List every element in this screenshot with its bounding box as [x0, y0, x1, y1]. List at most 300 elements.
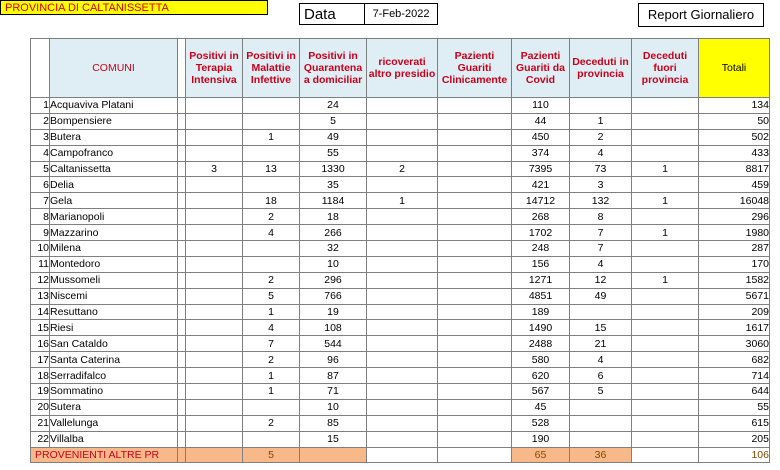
date-value[interactable]: 7-Feb-2022 — [364, 3, 438, 25]
ricoverati-cell[interactable] — [367, 368, 438, 384]
terapia-cell[interactable] — [186, 272, 243, 288]
deceduti-in-cell[interactable]: 2 — [570, 129, 632, 145]
malattie-cell[interactable] — [243, 399, 300, 415]
deceduti-fuori-cell[interactable] — [632, 431, 699, 447]
row-index-cell[interactable]: 11 — [31, 256, 50, 272]
clinicamente-cell[interactable] — [438, 431, 512, 447]
row-index-cell[interactable]: 19 — [31, 384, 50, 400]
clinicamente-cell[interactable] — [438, 225, 512, 241]
guariti-cell[interactable]: 450 — [512, 129, 570, 145]
comune-name-cell[interactable]: Riesi — [50, 320, 178, 336]
deceduti-fuori-cell[interactable] — [632, 256, 699, 272]
malattie-cell[interactable] — [243, 113, 300, 129]
table-row[interactable] — [31, 256, 770, 272]
terapia-cell[interactable] — [186, 415, 243, 431]
malattie-cell[interactable] — [243, 431, 300, 447]
spacer-cell — [178, 225, 186, 241]
clinicamente-cell[interactable] — [438, 288, 512, 304]
totali-cell[interactable]: 209 — [699, 304, 770, 320]
footer-label[interactable]: PROVENIENTI ALTRE PR — [31, 447, 178, 463]
terapia-cell[interactable] — [186, 352, 243, 368]
clinicamente-cell[interactable] — [438, 304, 512, 320]
clinicamente-cell[interactable] — [438, 177, 512, 193]
ricoverati-cell[interactable] — [367, 225, 438, 241]
malattie-cell[interactable]: 2 — [243, 415, 300, 431]
quarantena-cell[interactable]: 1330 — [300, 161, 367, 177]
guariti-cell[interactable]: 528 — [512, 415, 570, 431]
spacer-cell — [178, 193, 186, 209]
guariti-cell[interactable]: 190 — [512, 431, 570, 447]
comune-name-cell[interactable]: Montedoro — [50, 256, 178, 272]
terapia-cell[interactable] — [186, 177, 243, 193]
comune-name-cell[interactable]: Butera — [50, 129, 178, 145]
spacer-cell — [178, 256, 186, 272]
quarantena-cell[interactable]: 10 — [300, 399, 367, 415]
clinicamente-cell[interactable] — [438, 145, 512, 161]
terapia-cell[interactable] — [186, 431, 243, 447]
clinicamente-cell[interactable] — [438, 272, 512, 288]
table-row[interactable] — [31, 161, 770, 177]
row-index-cell[interactable]: 6 — [31, 177, 50, 193]
date-label: Data — [299, 3, 365, 25]
row-index-cell[interactable]: 8 — [31, 209, 50, 225]
table-row[interactable] — [31, 129, 770, 145]
deceduti-fuori-cell[interactable] — [632, 177, 699, 193]
quarantena-cell[interactable]: 24 — [300, 98, 367, 114]
comune-name-cell[interactable]: Gela — [50, 193, 178, 209]
spacer-cell — [178, 177, 186, 193]
comune-name-cell[interactable]: Vallelunga — [50, 415, 178, 431]
deceduti-fuori-cell[interactable] — [632, 320, 699, 336]
clinicamente-cell[interactable] — [438, 161, 512, 177]
terapia-cell[interactable] — [186, 193, 243, 209]
ricoverati-cell[interactable]: 1 — [367, 193, 438, 209]
table-row[interactable] — [31, 98, 770, 114]
comune-name-cell[interactable]: Delia — [50, 177, 178, 193]
ricoverati-cell[interactable] — [367, 145, 438, 161]
malattie-cell[interactable]: 4 — [243, 320, 300, 336]
table-row[interactable] — [31, 113, 770, 129]
deceduti-fuori-cell[interactable] — [632, 288, 699, 304]
terapia-cell[interactable] — [186, 336, 243, 352]
row-index-cell[interactable]: 9 — [31, 225, 50, 241]
ricoverati-cell[interactable] — [367, 320, 438, 336]
deceduti-in-cell[interactable]: 8 — [570, 209, 632, 225]
guariti-cell[interactable]: 1702 — [512, 225, 570, 241]
deceduti-in-cell[interactable] — [570, 431, 632, 447]
comune-name-cell[interactable]: Marianopoli — [50, 209, 178, 225]
spacer-cell — [178, 113, 186, 129]
guariti-cell[interactable]: 421 — [512, 177, 570, 193]
clinicamente-cell[interactable] — [438, 98, 512, 114]
terapia-cell[interactable] — [186, 209, 243, 225]
totali-cell[interactable]: 644 — [699, 384, 770, 400]
row-index-cell[interactable]: 15 — [31, 320, 50, 336]
comune-name-cell[interactable]: Mussomeli — [50, 272, 178, 288]
malattie-cell[interactable]: 1 — [243, 304, 300, 320]
quarantena-cell[interactable]: 19 — [300, 304, 367, 320]
deceduti-in-cell[interactable] — [570, 399, 632, 415]
totali-cell[interactable]: 50 — [699, 113, 770, 129]
quarantena-cell[interactable]: 296 — [300, 272, 367, 288]
malattie-cell[interactable]: 1 — [243, 384, 300, 400]
deceduti-fuori-cell[interactable] — [632, 384, 699, 400]
ricoverati-cell[interactable]: 2 — [367, 161, 438, 177]
malattie-cell[interactable] — [243, 177, 300, 193]
footer-row[interactable] — [31, 447, 770, 463]
ricoverati-cell[interactable] — [367, 415, 438, 431]
deceduti-in-cell[interactable]: 4 — [570, 145, 632, 161]
clinicamente-cell[interactable] — [438, 336, 512, 352]
ricoverati-cell[interactable] — [367, 288, 438, 304]
footer-terapia[interactable] — [186, 447, 243, 463]
table-row[interactable] — [31, 272, 770, 288]
totali-cell[interactable]: 296 — [699, 209, 770, 225]
malattie-cell[interactable]: 2 — [243, 209, 300, 225]
clinicamente-cell[interactable] — [438, 241, 512, 257]
clinicamente-cell[interactable] — [438, 193, 512, 209]
footer-deceduti-in[interactable]: 36 — [570, 447, 632, 463]
terapia-cell[interactable] — [186, 145, 243, 161]
row-index-cell[interactable]: 16 — [31, 336, 50, 352]
guariti-cell[interactable]: 4851 — [512, 288, 570, 304]
header-comuni: COMUNI — [50, 39, 178, 98]
ricoverati-cell[interactable] — [367, 209, 438, 225]
totali-cell[interactable]: 433 — [699, 145, 770, 161]
header-totali: Totali — [699, 39, 770, 98]
quarantena-cell[interactable]: 108 — [300, 320, 367, 336]
table-row[interactable] — [31, 368, 770, 384]
quarantena-cell[interactable]: 10 — [300, 256, 367, 272]
totali-cell[interactable]: 3060 — [699, 336, 770, 352]
guariti-cell[interactable]: 248 — [512, 241, 570, 257]
ricoverati-cell[interactable] — [367, 113, 438, 129]
deceduti-fuori-cell[interactable] — [632, 98, 699, 114]
guariti-cell[interactable]: 268 — [512, 209, 570, 225]
row-index-cell[interactable]: 14 — [31, 304, 50, 320]
ricoverati-cell[interactable] — [367, 431, 438, 447]
malattie-cell[interactable]: 1 — [243, 368, 300, 384]
deceduti-in-cell[interactable]: 6 — [570, 368, 632, 384]
malattie-cell[interactable] — [243, 98, 300, 114]
clinicamente-cell[interactable] — [438, 320, 512, 336]
comune-name-cell[interactable]: San Cataldo — [50, 336, 178, 352]
clinicamente-cell[interactable] — [438, 384, 512, 400]
deceduti-fuori-cell[interactable] — [632, 352, 699, 368]
malattie-cell[interactable]: 4 — [243, 225, 300, 241]
footer-malattie[interactable]: 5 — [243, 447, 300, 463]
comune-name-cell[interactable]: Mazzarino — [50, 225, 178, 241]
footer-guariti[interactable]: 65 — [512, 447, 570, 463]
header-deceduti-fuori: Deceduti fuori provincia — [632, 39, 699, 98]
spacer-cell — [178, 272, 186, 288]
comune-name-cell[interactable]: Serradifalco — [50, 368, 178, 384]
deceduti-in-cell[interactable]: 4 — [570, 256, 632, 272]
malattie-cell[interactable]: 5 — [243, 288, 300, 304]
terapia-cell[interactable] — [186, 241, 243, 257]
terapia-cell[interactable] — [186, 368, 243, 384]
spacer-cell — [178, 241, 186, 257]
comune-name-cell[interactable]: Campofranco — [50, 145, 178, 161]
malattie-cell[interactable]: 2 — [243, 272, 300, 288]
terapia-cell[interactable] — [186, 256, 243, 272]
quarantena-cell[interactable]: 49 — [300, 129, 367, 145]
table-row[interactable] — [31, 431, 770, 447]
guariti-cell[interactable]: 1490 — [512, 320, 570, 336]
row-index-cell[interactable]: 18 — [31, 368, 50, 384]
quarantena-cell[interactable]: 55 — [300, 145, 367, 161]
spacer-cell — [178, 129, 186, 145]
deceduti-in-cell[interactable] — [570, 415, 632, 431]
guariti-cell[interactable]: 110 — [512, 98, 570, 114]
ricoverati-cell[interactable] — [367, 98, 438, 114]
table-row[interactable] — [31, 193, 770, 209]
table-row[interactable] — [31, 320, 770, 336]
malattie-cell[interactable]: 1 — [243, 129, 300, 145]
comune-name-cell[interactable]: Niscemi — [50, 288, 178, 304]
malattie-cell[interactable] — [243, 145, 300, 161]
guariti-cell[interactable]: 374 — [512, 145, 570, 161]
deceduti-fuori-cell[interactable] — [632, 145, 699, 161]
quarantena-cell[interactable]: 1184 — [300, 193, 367, 209]
footer-quarantena[interactable] — [300, 447, 367, 463]
totali-cell[interactable]: 55 — [699, 399, 770, 415]
row-index-cell[interactable]: 1 — [31, 98, 50, 114]
malattie-cell[interactable]: 13 — [243, 161, 300, 177]
terapia-cell[interactable] — [186, 320, 243, 336]
row-index-cell[interactable]: 7 — [31, 193, 50, 209]
deceduti-fuori-cell[interactable]: 1 — [632, 225, 699, 241]
guariti-cell[interactable]: 44 — [512, 113, 570, 129]
ricoverati-cell[interactable] — [367, 336, 438, 352]
ricoverati-cell[interactable] — [367, 384, 438, 400]
deceduti-in-cell[interactable]: 5 — [570, 384, 632, 400]
quarantena-cell[interactable]: 96 — [300, 352, 367, 368]
table-row[interactable] — [31, 225, 770, 241]
spacer-cell — [178, 415, 186, 431]
deceduti-in-cell[interactable]: 4 — [570, 352, 632, 368]
province-title: PROVINCIA DI CALTANISSETTA — [0, 0, 268, 15]
totali-cell[interactable]: 615 — [699, 415, 770, 431]
row-index-cell[interactable]: 5 — [31, 161, 50, 177]
guariti-cell[interactable]: 156 — [512, 256, 570, 272]
terapia-cell[interactable] — [186, 384, 243, 400]
row-index-cell[interactable]: 20 — [31, 399, 50, 415]
terapia-cell[interactable] — [186, 399, 243, 415]
totali-cell[interactable]: 1582 — [699, 272, 770, 288]
ricoverati-cell[interactable] — [367, 256, 438, 272]
ricoverati-cell[interactable] — [367, 304, 438, 320]
deceduti-fuori-cell[interactable] — [632, 368, 699, 384]
table-row[interactable] — [31, 399, 770, 415]
deceduti-fuori-cell[interactable]: 1 — [632, 272, 699, 288]
guariti-cell[interactable]: 567 — [512, 384, 570, 400]
covid-report-table — [30, 38, 770, 463]
totali-cell[interactable]: 1980 — [699, 225, 770, 241]
deceduti-fuori-cell[interactable] — [632, 415, 699, 431]
deceduti-fuori-cell[interactable] — [632, 113, 699, 129]
totali-cell[interactable]: 682 — [699, 352, 770, 368]
deceduti-fuori-cell[interactable]: 1 — [632, 193, 699, 209]
guariti-cell[interactable]: 14712 — [512, 193, 570, 209]
totali-cell[interactable]: 714 — [699, 368, 770, 384]
deceduti-fuori-cell[interactable] — [632, 209, 699, 225]
quarantena-cell[interactable]: 35 — [300, 177, 367, 193]
footer-totali[interactable]: 106 — [699, 447, 770, 463]
quarantena-cell[interactable]: 5 — [300, 113, 367, 129]
ricoverati-cell[interactable] — [367, 241, 438, 257]
terapia-cell[interactable] — [186, 129, 243, 145]
deceduti-in-cell[interactable]: 1 — [570, 113, 632, 129]
totali-cell[interactable]: 16048 — [699, 193, 770, 209]
deceduti-in-cell[interactable]: 3 — [570, 177, 632, 193]
ricoverati-cell[interactable] — [367, 352, 438, 368]
clinicamente-cell[interactable] — [438, 415, 512, 431]
terapia-cell[interactable] — [186, 98, 243, 114]
deceduti-in-cell[interactable] — [570, 304, 632, 320]
clinicamente-cell[interactable] — [438, 113, 512, 129]
ricoverati-cell[interactable] — [367, 399, 438, 415]
deceduti-fuori-cell[interactable]: 1 — [632, 161, 699, 177]
spacer-cell — [178, 145, 186, 161]
clinicamente-cell[interactable] — [438, 352, 512, 368]
guariti-cell[interactable]: 7395 — [512, 161, 570, 177]
deceduti-in-cell[interactable]: 73 — [570, 161, 632, 177]
totali-cell[interactable]: 170 — [699, 256, 770, 272]
guariti-cell[interactable]: 1271 — [512, 272, 570, 288]
row-index-cell[interactable]: 13 — [31, 288, 50, 304]
table-row[interactable] — [31, 145, 770, 161]
terapia-cell[interactable] — [186, 225, 243, 241]
footer-clinicamente[interactable] — [438, 447, 512, 463]
table-row[interactable] — [31, 352, 770, 368]
deceduti-in-cell[interactable]: 21 — [570, 336, 632, 352]
header-index-cell — [31, 39, 50, 98]
spacer-cell — [178, 304, 186, 320]
deceduti-fuori-cell[interactable] — [632, 304, 699, 320]
terapia-cell[interactable] — [186, 304, 243, 320]
comune-name-cell[interactable]: Sommatino — [50, 384, 178, 400]
totali-cell[interactable]: 502 — [699, 129, 770, 145]
comune-name-cell[interactable]: Santa Caterina — [50, 352, 178, 368]
terapia-cell[interactable]: 3 — [186, 161, 243, 177]
spacer-cell — [178, 320, 186, 336]
table-row[interactable] — [31, 177, 770, 193]
row-index-cell[interactable]: 21 — [31, 415, 50, 431]
table-row[interactable] — [31, 288, 770, 304]
quarantena-cell[interactable]: 71 — [300, 384, 367, 400]
quarantena-cell[interactable]: 85 — [300, 415, 367, 431]
ricoverati-cell[interactable] — [367, 272, 438, 288]
deceduti-in-cell[interactable]: 12 — [570, 272, 632, 288]
quarantena-cell[interactable]: 15 — [300, 431, 367, 447]
malattie-cell[interactable]: 18 — [243, 193, 300, 209]
clinicamente-cell[interactable] — [438, 129, 512, 145]
malattie-cell[interactable] — [243, 241, 300, 257]
totali-cell[interactable]: 8817 — [699, 161, 770, 177]
totali-cell[interactable]: 205 — [699, 431, 770, 447]
row-index-cell[interactable]: 3 — [31, 129, 50, 145]
row-index-cell[interactable]: 2 — [31, 113, 50, 129]
spacer-cell — [178, 336, 186, 352]
table-row[interactable] — [31, 384, 770, 400]
malattie-cell[interactable]: 7 — [243, 336, 300, 352]
quarantena-cell[interactable]: 544 — [300, 336, 367, 352]
row-index-cell[interactable]: 10 — [31, 241, 50, 257]
row-index-cell[interactable]: 12 — [31, 272, 50, 288]
totali-cell[interactable]: 134 — [699, 98, 770, 114]
clinicamente-cell[interactable] — [438, 399, 512, 415]
deceduti-in-cell[interactable]: 15 — [570, 320, 632, 336]
deceduti-fuori-cell[interactable] — [632, 129, 699, 145]
clinicamente-cell[interactable] — [438, 209, 512, 225]
totali-cell[interactable]: 287 — [699, 241, 770, 257]
deceduti-in-cell[interactable]: 49 — [570, 288, 632, 304]
ricoverati-cell[interactable] — [367, 177, 438, 193]
table-row[interactable] — [31, 336, 770, 352]
table-row[interactable] — [31, 304, 770, 320]
comune-name-cell[interactable]: Villalba — [50, 431, 178, 447]
guariti-cell[interactable]: 580 — [512, 352, 570, 368]
guariti-cell[interactable]: 2488 — [512, 336, 570, 352]
comune-name-cell[interactable]: Caltanissetta — [50, 161, 178, 177]
quarantena-cell[interactable]: 18 — [300, 209, 367, 225]
quarantena-cell[interactable]: 266 — [300, 225, 367, 241]
deceduti-in-cell[interactable]: 7 — [570, 225, 632, 241]
clinicamente-cell[interactable] — [438, 368, 512, 384]
quarantena-cell[interactable]: 766 — [300, 288, 367, 304]
table-row[interactable] — [31, 209, 770, 225]
report-title: Report Giornaliero — [638, 3, 764, 27]
comune-name-cell[interactable]: Acquaviva Platani — [50, 98, 178, 114]
comune-name-cell[interactable]: Milena — [50, 241, 178, 257]
table-row[interactable] — [31, 241, 770, 257]
comune-name-cell[interactable]: Sutera — [50, 399, 178, 415]
table-row[interactable] — [31, 415, 770, 431]
deceduti-fuori-cell[interactable] — [632, 241, 699, 257]
deceduti-in-cell[interactable]: 132 — [570, 193, 632, 209]
deceduti-in-cell[interactable] — [570, 98, 632, 114]
comune-name-cell[interactable]: Bompensiere — [50, 113, 178, 129]
totali-cell[interactable]: 5671 — [699, 288, 770, 304]
terapia-cell[interactable] — [186, 288, 243, 304]
ricoverati-cell[interactable] — [367, 129, 438, 145]
guariti-cell[interactable]: 45 — [512, 399, 570, 415]
header-malattie-infettive: Positivi in Malattie Infettive — [243, 39, 300, 98]
quarantena-cell[interactable]: 32 — [300, 241, 367, 257]
malattie-cell[interactable]: 2 — [243, 352, 300, 368]
totali-cell[interactable]: 459 — [699, 177, 770, 193]
terapia-cell[interactable] — [186, 113, 243, 129]
guariti-cell[interactable]: 620 — [512, 368, 570, 384]
deceduti-in-cell[interactable]: 7 — [570, 241, 632, 257]
row-index-cell[interactable]: 17 — [31, 352, 50, 368]
row-index-cell[interactable]: 4 — [31, 145, 50, 161]
table-body — [31, 98, 770, 448]
deceduti-fuori-cell[interactable] — [632, 336, 699, 352]
footer-ricoverati[interactable] — [367, 447, 438, 463]
row-index-cell[interactable]: 22 — [31, 431, 50, 447]
comune-name-cell[interactable]: Resuttano — [50, 304, 178, 320]
malattie-cell[interactable] — [243, 256, 300, 272]
footer-spacer — [178, 447, 186, 463]
clinicamente-cell[interactable] — [438, 256, 512, 272]
quarantena-cell[interactable]: 87 — [300, 368, 367, 384]
totali-cell[interactable]: 1617 — [699, 320, 770, 336]
deceduti-fuori-cell[interactable] — [632, 399, 699, 415]
guariti-cell[interactable]: 189 — [512, 304, 570, 320]
footer-deceduti-fuori[interactable] — [632, 447, 699, 463]
